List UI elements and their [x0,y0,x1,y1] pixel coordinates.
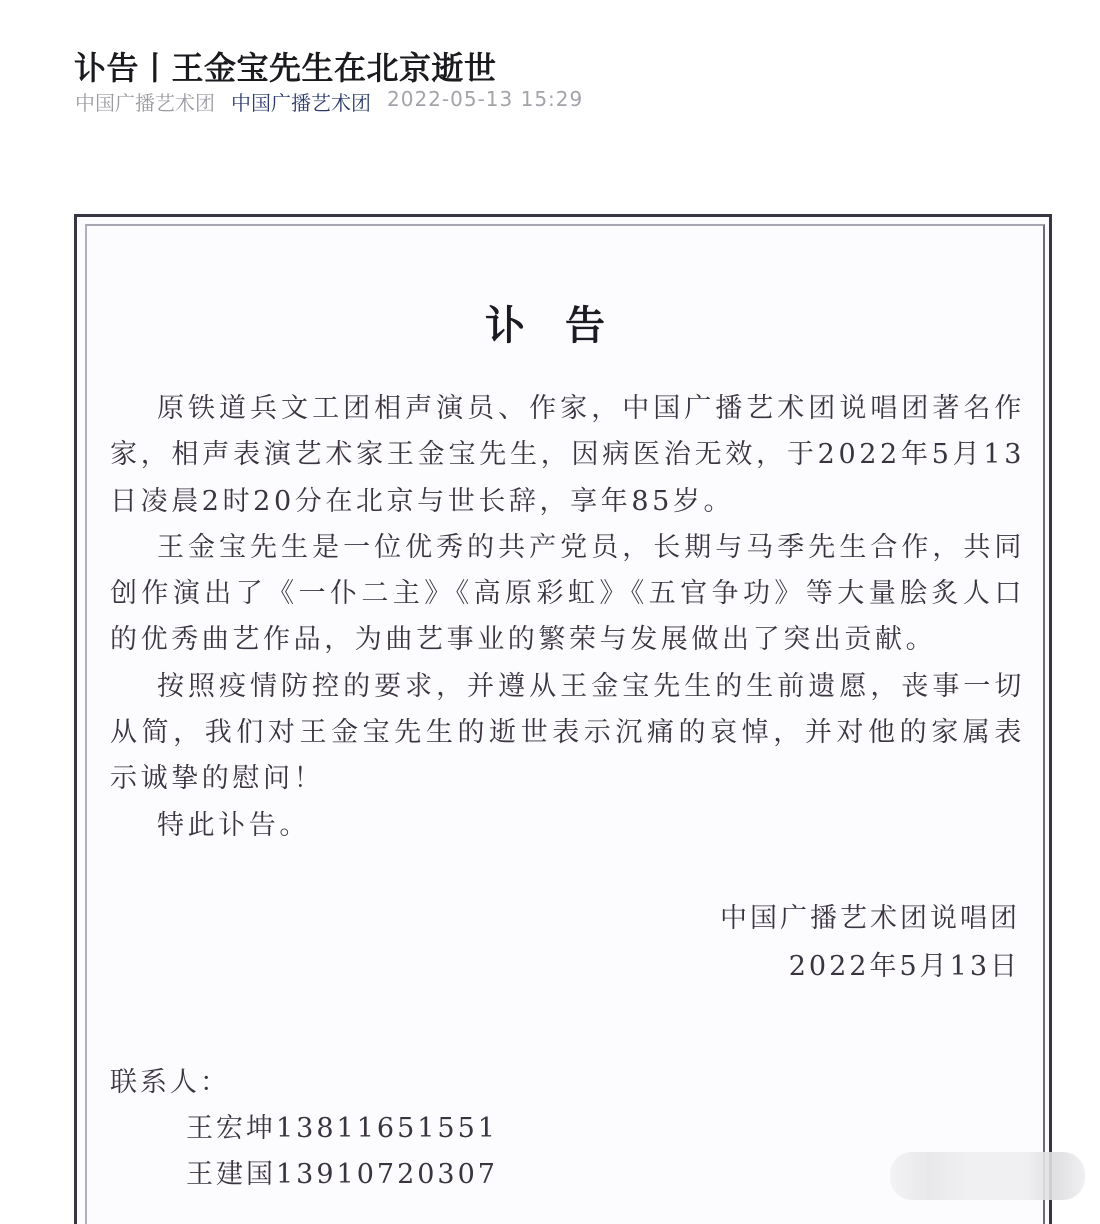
notice-paragraph: 原铁道兵文工团相声演员、作家，中国广播艺术团说唱团著名作家，相声表演艺术家王金宝先生，因病医治无效，于2022年5月13日凌晨2时20分在北京与世长辞，享年85岁。 [110,393,1025,517]
notice-paragraph: 按照疫情防控的要求，并遵从王金宝先生的生前遗愿，丧事一切从简，我们对王金宝先生的逝世表示沉痛的哀悼，并对他的家属表示诚挚的慰问！ [110,670,1025,795]
contact-phone: 13910720307 [276,1159,498,1190]
contact-row [110,1106,498,1152]
notice-signature [720,895,1020,991]
article-title: 讣告丨王金宝先生在北京逝世 [74,49,497,88]
notice-body [110,386,1025,849]
contact-name: 王宏坤 [186,1113,276,1144]
contacts-label: 联系人： [110,1067,230,1098]
blurred-watermark [890,1152,1085,1200]
article-author-link[interactable]: 中国广播艺术团 [231,91,371,115]
article-source: 中国广播艺术团 [75,91,215,115]
contact-phone: 13811651551 [276,1113,498,1144]
notice-heading: 讣告 [485,303,645,349]
notice-paragraph: 王金宝先生是一位优秀的共产党员，长期与马季先生合作，共同创作演出了《一仆二主》《高原彩虹》《五官争功》等大量脍炙人口的优秀曲艺作品，为曲艺事业的繁荣与发展做出了突出贡献。 [110,531,1025,656]
article-meta [75,87,583,116]
signature-date: 2022年5月13日 [788,951,1020,982]
contact-name: 王建国 [186,1159,276,1190]
contacts-section [110,1060,498,1198]
contact-row [110,1152,498,1198]
publish-date: 2022-05-13 15:29 [387,87,584,111]
signature-organization: 中国广播艺术团说唱团 [720,903,1020,934]
notice-paragraph: 特此讣告。 [157,809,310,841]
